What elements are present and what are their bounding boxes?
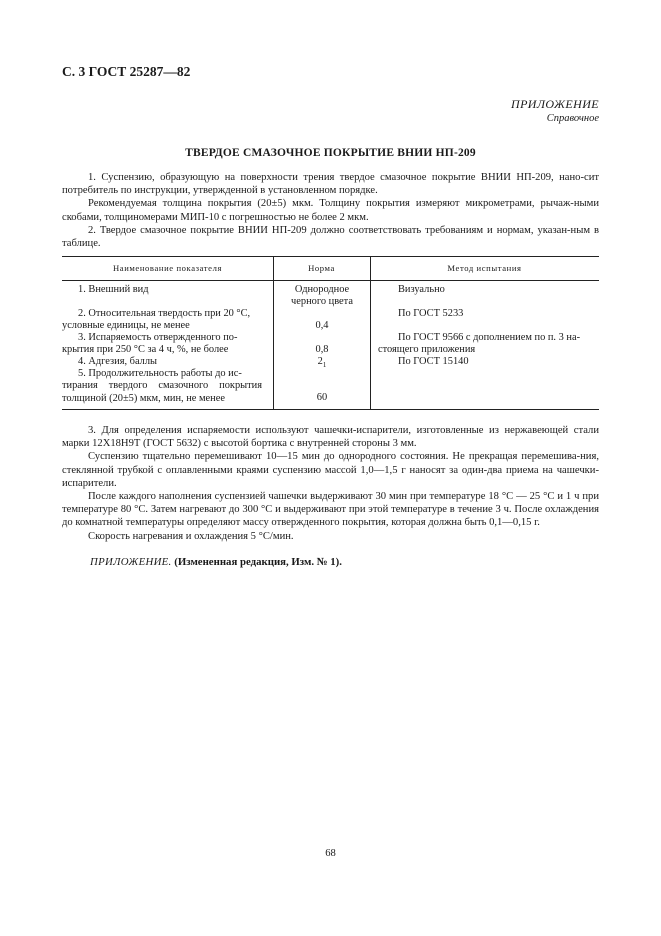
table-row-name: 2. Относительная твердость при 20 °С, условные единицы, не менее xyxy=(62,308,251,332)
body-paragraph: Скорость нагревания и охлаждения 5 °С/мин. xyxy=(88,530,294,542)
document-title: ТВЕРДОЕ СМАЗОЧНОЕ ПОКРЫТИЕ ВНИИ НП-209 xyxy=(185,147,476,159)
amendment-note-label: ПРИЛОЖЕНИЕ. xyxy=(90,556,172,568)
body-paragraph: Суспензию тщательно перемешивают 10—15 мин до однородного состояния. Не прекращая перемешива-ния, стеклянной трубкой с оплавленными краями суспензию массой 1,0—1,5 г наносят за один-два приема на чашечки-испарители. xyxy=(62,451,599,489)
appendix-label-block xyxy=(511,97,599,124)
amendment-note-text: (Измененная редакция, Изм. № 1). xyxy=(174,556,342,568)
table-row-norm: $2_1$ xyxy=(317,356,327,370)
table-row-norm: 0,8 xyxy=(315,344,329,355)
table-header-norm: Норма xyxy=(308,263,335,273)
table-header-name: Наименование показателя xyxy=(112,263,223,273)
table-row-name: 3. Испаряемость отвержденного по- крытия при 250 °С за 4 ч, %, не более xyxy=(62,332,238,356)
table-row-name: 5. Продолжительность работы до ис- тирания твердого смазочного покрытия толщиной (20±5) мкм, мин, не менее xyxy=(62,368,262,404)
body-paragraph: После каждого наполнения суспензией чашечки выдерживают 30 мин при температуре 18 °С — 25 °С и 1 ч при температуре 80 °С. Затем нагревают до 300 °С и выдерживают при этой температуре в течение 3 ч. После охлаждения до комнатной температуры определяют массу отвержденного покрытия, которая должна быть 0,1—0,15 г. xyxy=(62,491,599,529)
table-row-method: По ГОСТ 15140 xyxy=(398,356,469,367)
table-row-method: Визуально xyxy=(398,284,445,295)
body-text xyxy=(62,424,599,543)
requirements-table xyxy=(62,256,599,410)
appendix-label: ПРИЛОЖЕНИЕ xyxy=(511,97,599,111)
page-number: 68 xyxy=(325,848,336,859)
body-paragraph: 3. Для определения испаряемости используют чашечки-испарители, изготовленные из нержавеющей стали марки 12Х18Н9Т (ГОСТ 5632) с высотой бортика с внутренней стороны 3 мм. xyxy=(62,425,599,450)
intro-paragraph: Рекомендуемая толщина покрытия (20±5) мкм. Толщину покрытия измеряют микрометрами, рычаж-ными скобами, толщиномерами МИП-10 с погрешностью не более 2 мкм. xyxy=(62,198,599,223)
table-row-name: 1. Внешний вид xyxy=(78,284,149,295)
intro-paragraph: 1. Суспензию, образующую на поверхности трения твердое смазочное покрытие ВНИИ НП-209, нано-сит потребитель по инструкции, утвержденной в установленном порядке. xyxy=(62,172,599,197)
table-row-method: По ГОСТ 9566 с дополнением по п. 3 на- стоящего приложения xyxy=(378,332,581,356)
intro-paragraph: 2. Твердое смазочное покрытие ВНИИ НП-209 должно соответствовать требованиям и нормам, указан-ным в таблице. xyxy=(62,224,599,250)
table-bottom-rule xyxy=(62,409,599,410)
table-row-name: 4. Адгезия, баллы xyxy=(78,356,158,367)
intro-text xyxy=(62,171,599,250)
appendix-sublabel: Справочное xyxy=(546,113,599,124)
table-row-norm: Однородное черного цвета xyxy=(291,284,353,308)
page-header: С. 3 ГОСТ 25287—82 xyxy=(62,64,191,79)
table-row-method: По ГОСТ 5233 xyxy=(398,308,464,319)
table-row-norm: 60 xyxy=(316,392,328,403)
table-header-method: Метод испытания xyxy=(447,263,522,273)
table-row-norm: 0,4 xyxy=(315,320,329,331)
table-header-rule xyxy=(62,280,599,281)
amendment-note xyxy=(90,556,342,568)
